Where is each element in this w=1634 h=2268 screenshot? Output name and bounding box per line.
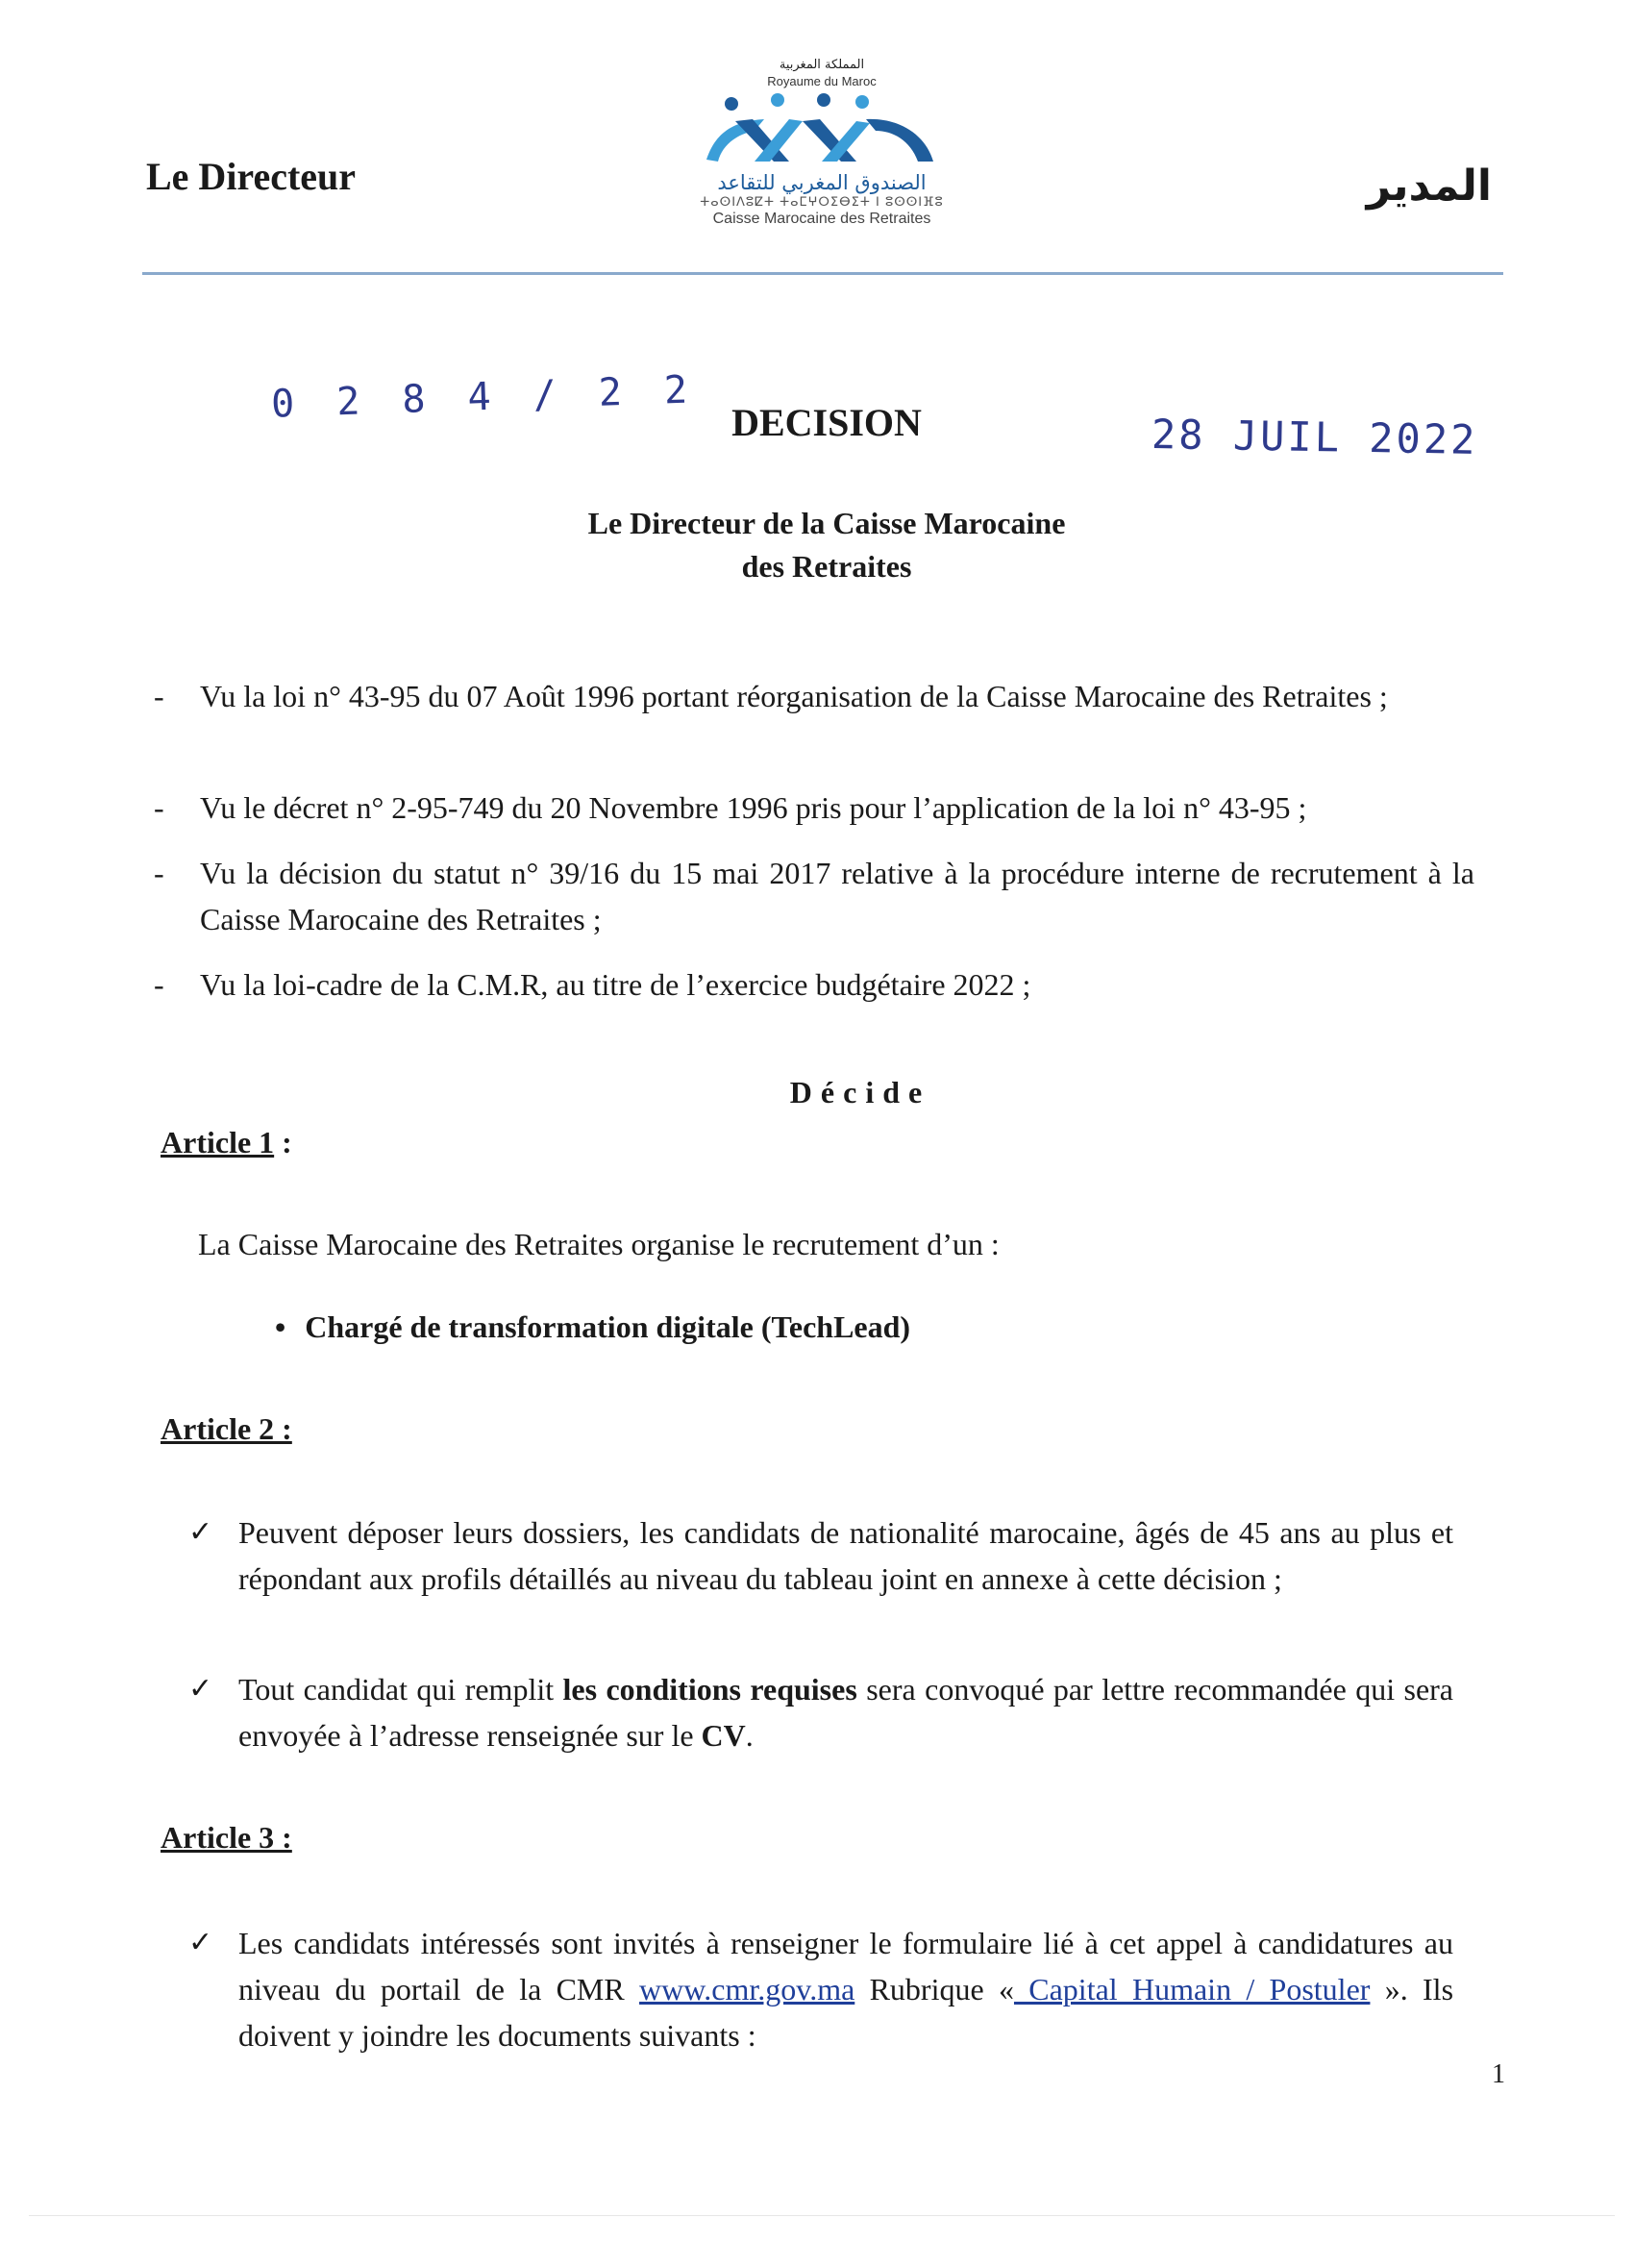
article-2-item-2-cv: CV <box>701 1718 746 1753</box>
checkmark-icon: ✓ <box>188 1515 213 1549</box>
dash-marker: - <box>154 790 164 825</box>
position-title: Chargé de transformation digitale (TechLead) <box>305 1309 911 1344</box>
article-3-heading: Article 3 : <box>161 1820 292 1855</box>
logo-arabic-name: الصندوق المغربي للتقاعد <box>717 171 927 194</box>
document-title: DECISION <box>731 401 922 444</box>
article-2-item-2-part-1: Tout candidat qui remplit <box>238 1672 563 1707</box>
capital-humain-postuler-link[interactable]: Capital Humain / Postuler <box>1013 1972 1371 2006</box>
checkmark-icon: ✓ <box>188 1672 213 1706</box>
consideration-item <box>154 961 1474 1008</box>
consideration-text: Vu la loi-cadre de la C.M.R, au titre de l’exercice budgétaire 2022 ; <box>200 967 1031 1002</box>
dash-marker: - <box>154 856 164 890</box>
article-3-item-1-part-2: Rubrique « <box>854 1972 1014 2006</box>
logo-kingdom: Royaume du Maroc <box>767 74 877 88</box>
reference-stamp: 0 2 8 4 / 2 2 <box>270 367 698 427</box>
subtitle-line-2: des Retraites <box>741 549 912 584</box>
document-subtitle <box>0 502 1634 588</box>
consideration-text: Vu le décret n° 2-95-749 du 20 Novembre 1996 pris pour l’application de la loi n° 43-95 ; <box>200 790 1307 825</box>
article-2-item-1-text: Peuvent déposer leurs dossiers, les candidats de nationalité marocaine, âgés de 45 ans au plus et répondant aux profils détaillés au niveau du tableau joint en annexe à cette décision ; <box>238 1515 1453 1596</box>
article-1-label: Article 1 <box>161 1125 275 1159</box>
cmr-logo <box>673 58 971 228</box>
article-2-item-2-end: . <box>745 1718 754 1753</box>
dash-marker: - <box>154 679 164 713</box>
page-number: 1 <box>1492 2059 1505 2089</box>
article-2-item-2-bold: les conditions requises <box>562 1672 857 1707</box>
article-1-colon: : <box>274 1125 292 1159</box>
position-item <box>275 1309 910 1345</box>
article-2-item-2 <box>188 1666 1453 1758</box>
bottom-divider <box>29 2215 1615 2216</box>
article-2-heading: Article 2 : <box>161 1411 292 1446</box>
cmr-emblem-icon <box>697 92 947 169</box>
article-1-heading <box>161 1125 292 1160</box>
cmr-website-link[interactable]: www.cmr.gov.ma <box>639 1972 855 2006</box>
article-3-item-1-part-1: Les candidats intéressés sont invités à renseigner le formulaire lié à cet appel à candidatures au niveau du portail de la CMR <box>238 1926 1453 2006</box>
article-3-item-1 <box>188 1920 1453 2058</box>
header-divider <box>142 272 1503 275</box>
article-2-item-1 <box>188 1509 1453 1602</box>
logo-french-name: Caisse Marocaine des Retraites <box>712 211 931 227</box>
article-1-text: La Caisse Marocaine des Retraites organise le recrutement d’un : <box>198 1227 1000 1261</box>
consideration-text: Vu la décision du statut n° 39/16 du 15 mai 2017 relative à la procédure interne de recrutement à la Caisse Marocaine des Retraites ; <box>200 856 1474 936</box>
consideration-item <box>154 785 1474 831</box>
checkmark-icon: ✓ <box>188 1926 213 1959</box>
article-2-item-2-text <box>238 1666 1453 1758</box>
consideration-item <box>154 850 1474 942</box>
article-3-item-1-part-3: ». Ils doivent y joindre les documents suivants : <box>238 1972 1454 2053</box>
article-3-item-1-text <box>238 1920 1453 2058</box>
header-right-title-arabic: المدير <box>1366 162 1492 211</box>
dash-marker: - <box>154 967 164 1002</box>
subtitle-line-1: Le Directeur de la Caisse Marocaine <box>587 506 1066 540</box>
article-2-item-2-part-2: sera convoqué par lettre recommandée qui sera envoyée à l’adresse renseignée sur le <box>238 1672 1454 1753</box>
consideration-item <box>154 673 1474 719</box>
logo-tifinagh-name: ⵜⴰⵙⵏⴷⵓⵇⵜ ⵜⴰⵎⵖⵔⵉⴱⵉⵜ ⵏ ⵓⵙⵙⵏⴼⵓ <box>700 195 944 210</box>
consideration-text: Vu la loi n° 43-95 du 07 Août 1996 portant réorganisation de la Caisse Marocaine des Retraites ; <box>200 679 1388 713</box>
decide-heading: Décide <box>789 1075 931 1109</box>
date-stamp: 28 JUIL 2022 <box>1151 411 1478 463</box>
logo-arabic-kingdom: المملكة المغربية <box>779 58 865 72</box>
header-left-title: Le Directeur <box>146 155 357 198</box>
bullet-dot: • <box>275 1309 286 1344</box>
